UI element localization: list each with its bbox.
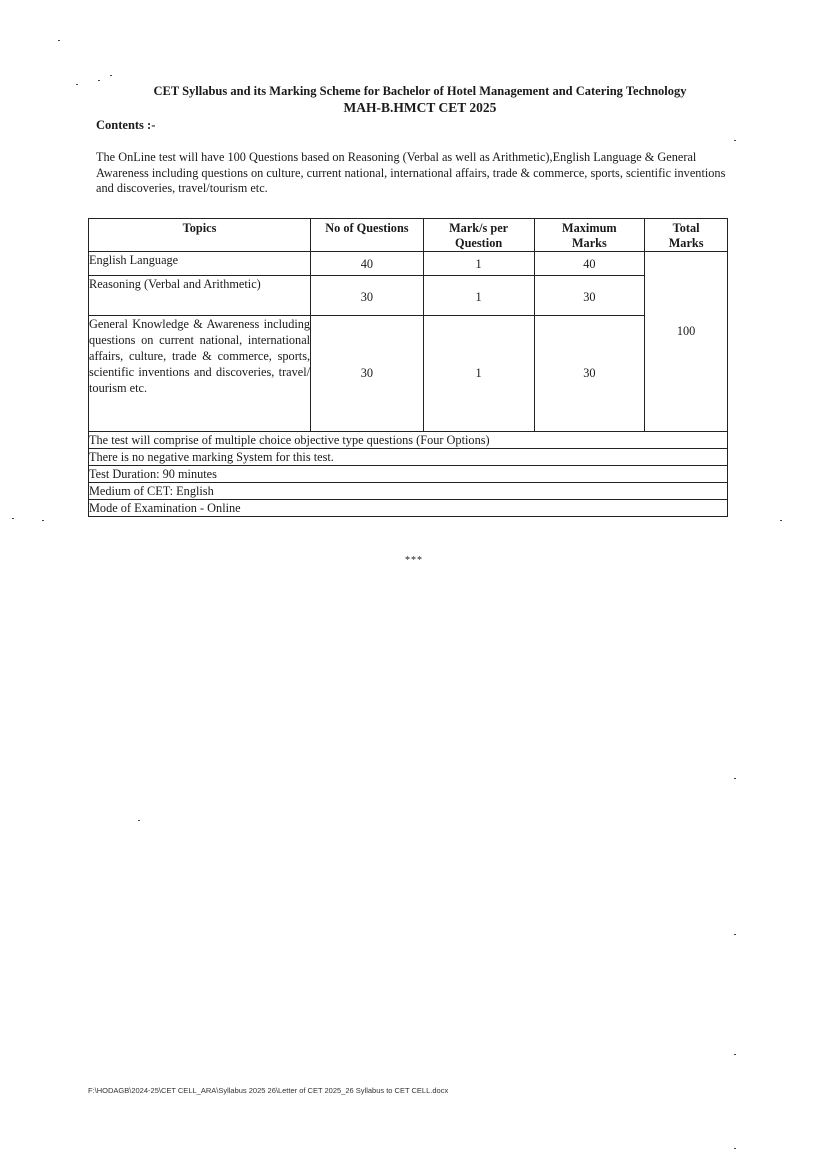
header-marks-per-question <box>423 219 534 252</box>
note-test-duration: Test Duration: 90 minutes <box>89 466 728 483</box>
document-title: CET Syllabus and its Marking Scheme for Bachelor of Hotel Management and Catering Technology <box>153 84 687 98</box>
table-header-row <box>89 219 728 252</box>
note-row <box>89 483 728 500</box>
maximum-marks-cell: 30 <box>534 276 645 316</box>
header-total-marks <box>645 219 728 252</box>
intro-paragraph: The OnLine test will have 100 Questions based on Reasoning (Verbal as well as Arithmetic),English Language & General Awareness including questions on culture, current national, international affairs, trade & commerce, sports, scientific inventions and discoveries, travel/tourism etc. <box>96 150 726 195</box>
end-mark: *** <box>405 555 423 566</box>
marks-per-question-cell: 1 <box>423 276 534 316</box>
footer-file-path: F:\HODAGB\2024-25\CET CELL_ARA\Syllabus 2025 26\Letter of CET 2025_26 Syllabus to CET CELL.docx <box>88 1086 449 1095</box>
note-row <box>89 449 728 466</box>
table-row <box>89 276 728 316</box>
maximum-marks-cell: 30 <box>534 316 645 432</box>
note-row <box>89 432 728 449</box>
document-subtitle: MAH-B.HMCT CET 2025 <box>343 100 497 115</box>
scan-speck <box>780 520 782 521</box>
scan-speck <box>734 778 736 779</box>
scan-speck <box>138 820 140 821</box>
topic-cell: Reasoning (Verbal and Arithmetic) <box>89 276 311 316</box>
total-marks-cell: 100 <box>645 252 728 432</box>
scan-speck <box>98 80 100 81</box>
header-maximum-marks <box>534 219 645 252</box>
header-no-of-questions: No of Questions <box>311 219 424 252</box>
scan-speck <box>76 84 78 85</box>
marking-scheme-table <box>88 218 728 517</box>
topic-cell: General Knowledge & Awareness including questions on current national, international affairs, culture, trade & commerce, sports, scientific inventions and discoveries, travel/ tourism etc. <box>89 316 311 432</box>
note-row <box>89 466 728 483</box>
table-row <box>89 316 728 432</box>
topic-cell: English Language <box>89 252 311 276</box>
note-medium: Medium of CET: English <box>89 483 728 500</box>
questions-cell: 40 <box>311 252 424 276</box>
marks-per-question-cell: 1 <box>423 316 534 432</box>
scan-speck <box>42 520 44 521</box>
note-mode-of-examination: Mode of Examination - Online <box>89 500 728 517</box>
scan-speck <box>734 1148 736 1149</box>
marks-per-question-cell: 1 <box>423 252 534 276</box>
questions-cell: 30 <box>311 316 424 432</box>
header-total-marks-text: Total Marks <box>668 221 704 250</box>
maximum-marks-cell: 40 <box>534 252 645 276</box>
scan-speck <box>12 518 14 519</box>
note-multiple-choice: The test will comprise of multiple choice objective type questions (Four Options) <box>89 432 728 449</box>
header-topics: Topics <box>89 219 311 252</box>
table-row <box>89 252 728 276</box>
questions-cell: 30 <box>311 276 424 316</box>
scan-speck <box>58 40 60 41</box>
contents-label: Contents :- <box>96 118 156 132</box>
header-maximum-marks-text: Maximum Marks <box>562 221 617 250</box>
header-marks-per-question-text: Mark/s per Question <box>449 221 509 250</box>
scan-speck <box>110 75 112 76</box>
scan-speck <box>734 934 736 935</box>
note-row <box>89 500 728 517</box>
scan-speck <box>734 140 736 141</box>
scan-speck <box>734 1054 736 1055</box>
note-negative-marking: There is no negative marking System for this test. <box>89 449 728 466</box>
